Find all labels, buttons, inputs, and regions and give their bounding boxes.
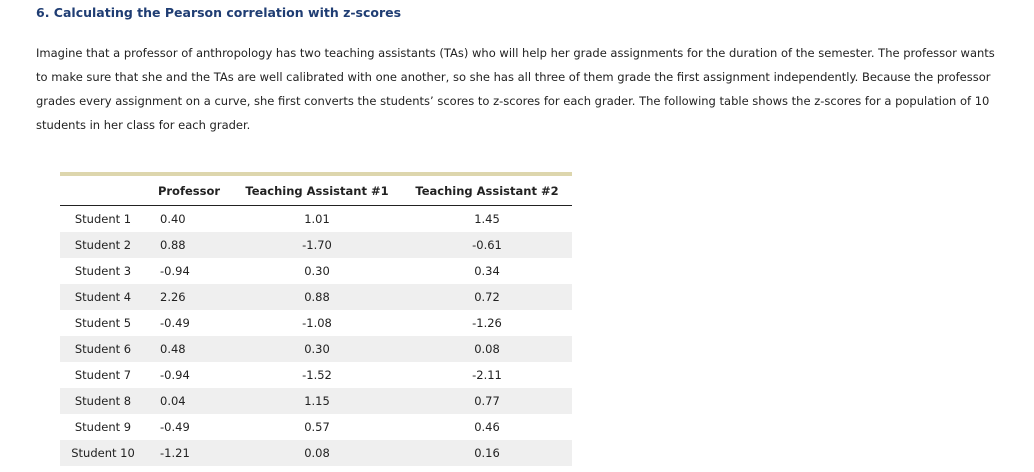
professor-score: -1.21 [146,440,232,466]
ta1-score: 1.15 [232,388,402,414]
ta2-score: 0.34 [474,264,500,278]
ta2-score: 0.16 [402,440,572,466]
ta1-score: 0.30 [232,336,402,362]
student-label: Student 10 [60,440,146,466]
student-label: Student 1 [74,212,132,226]
ta2-score: 1.45 [474,212,500,226]
professor-score: -0.49 [160,420,190,434]
professor-score: -0.94 [160,264,190,278]
ta2-score: 0.77 [402,388,572,414]
ta1-score: 0.88 [232,284,402,310]
professor-score: 0.88 [146,232,232,258]
ta1-score: -1.52 [302,368,332,382]
header-ta2: Teaching Assistant #2 [402,176,572,206]
professor-score: -0.94 [160,368,190,382]
table-row [60,336,572,362]
table-row [60,232,572,258]
question-title: 6. Calculating the Pearson correlation with z-scores [36,5,402,20]
table-row [60,414,572,440]
ta1-score: -1.08 [302,316,332,330]
student-label: Student 7 [74,368,132,382]
student-label: Student 9 [74,420,132,434]
ta1-score: -1.70 [232,232,402,258]
student-label: Student 8 [60,388,146,414]
professor-score: 0.48 [146,336,232,362]
student-label: Student 6 [60,336,146,362]
student-label: Student 5 [74,316,132,330]
ta2-score: 0.08 [402,336,572,362]
table-header-row [60,176,572,206]
table-row [60,310,572,336]
professor-score: 0.40 [160,212,186,226]
ta2-score: -0.61 [402,232,572,258]
student-label: Student 2 [60,232,146,258]
header-ta1: Teaching Assistant #1 [232,176,402,206]
z-score-table [60,176,572,466]
ta2-score: 0.72 [402,284,572,310]
student-label: Student 4 [60,284,146,310]
table-row [60,284,572,310]
question-intro: Imagine that a professor of anthropology has two teaching assistants (TAs) who will help her grade assignments for the duration of the semester. The professor wants to make sure that she and the TAs are well calibrated with one another, so she has all three of them grade the first assignment independently. Because the professor grades every assignment on a curve, she first converts the students’ scores to z-scores for each grader. The following table shows the z-scores for a population of 10 students in her class for each grader. [36,46,995,132]
professor-score: 2.26 [146,284,232,310]
ta2-score: -2.11 [472,368,502,382]
table-row [60,362,572,388]
professor-score: -0.49 [160,316,190,330]
ta1-score: 0.57 [304,420,330,434]
table-row [60,258,572,284]
table-row [60,206,572,233]
table-row [60,388,572,414]
header-blank [60,176,146,206]
ta1-score: 1.01 [304,212,330,226]
header-professor: Professor [146,176,232,206]
professor-score: 0.04 [146,388,232,414]
table-row [60,440,572,466]
ta2-score: 0.46 [474,420,500,434]
z-score-table-container [60,172,572,466]
ta1-score: 0.30 [304,264,330,278]
ta2-score: -1.26 [472,316,502,330]
student-label: Student 3 [74,264,132,278]
ta1-score: 0.08 [232,440,402,466]
